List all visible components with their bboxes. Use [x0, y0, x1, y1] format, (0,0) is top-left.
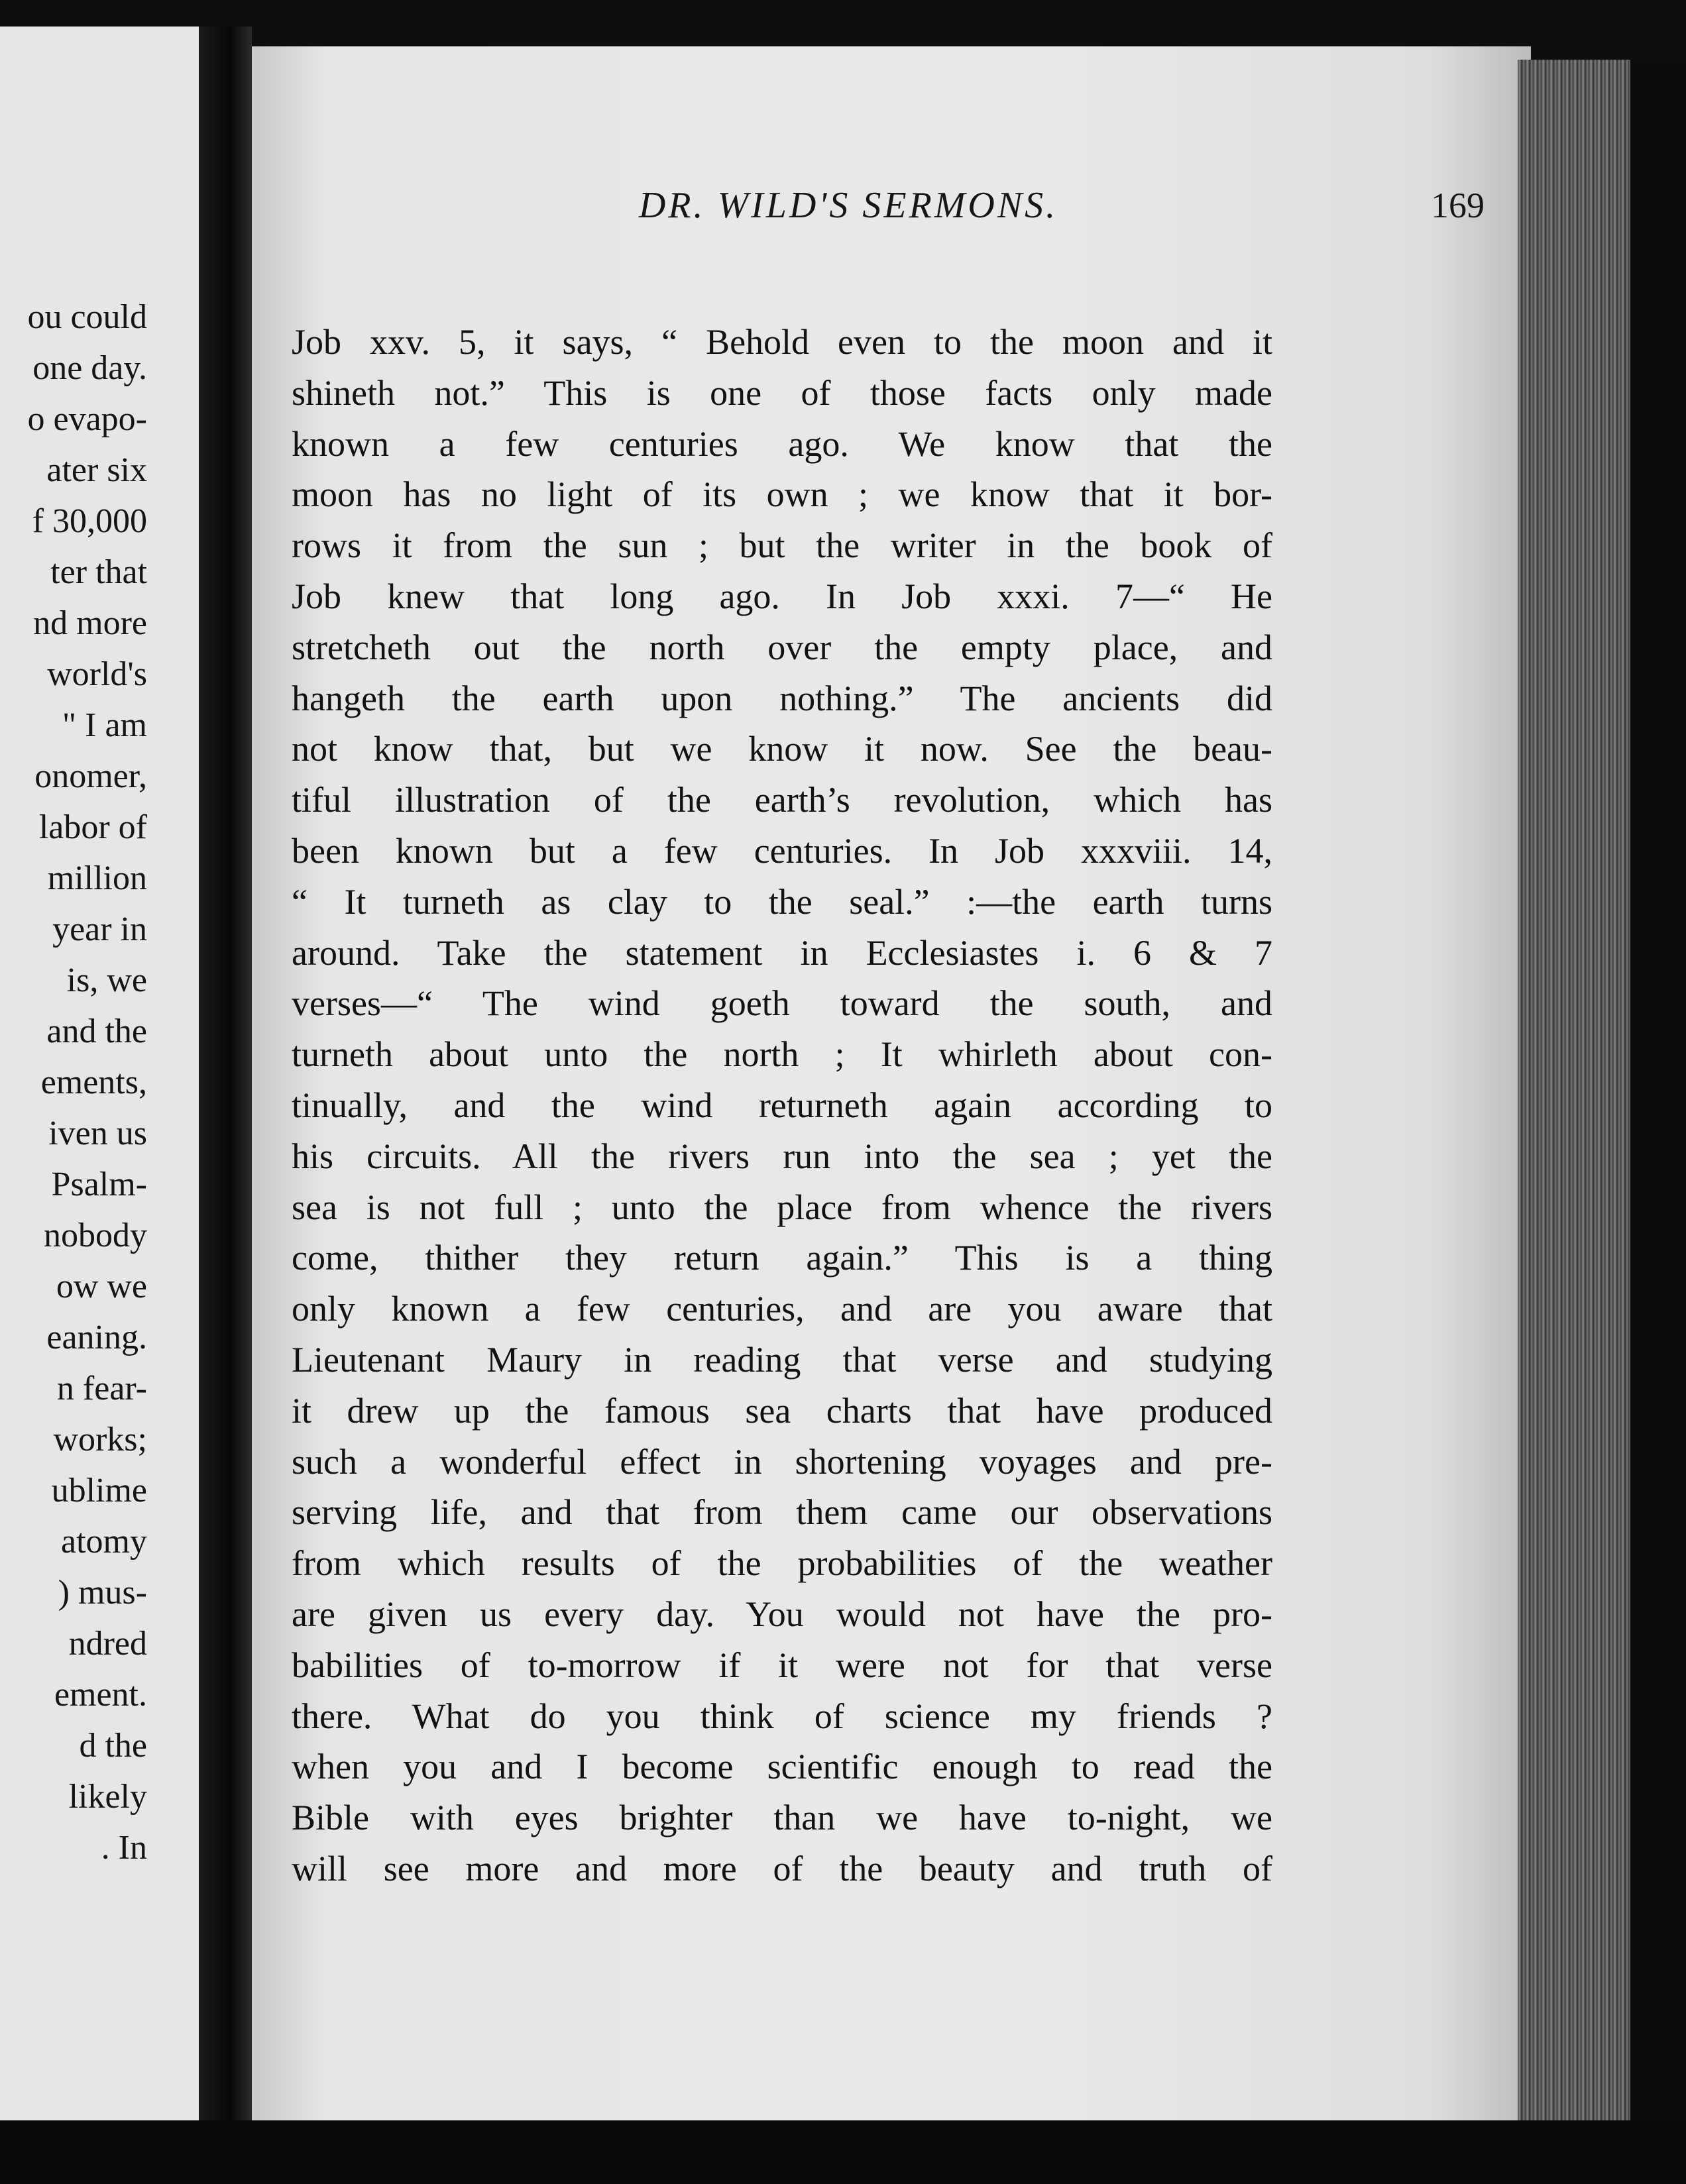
text-line: around. Take the statement in Ecclesiastes i. 6 & 7 — [292, 932, 1272, 973]
facing-page-line: one day. — [32, 349, 147, 387]
text-line: been known but a few centuries. In Job xxxviii. 14, — [292, 830, 1272, 871]
text-line: not know that, but we know it now. See the beau- — [292, 729, 1272, 769]
facing-page-line: ow we — [56, 1268, 147, 1305]
facing-page-line: . In — [101, 1829, 147, 1867]
facing-page-line: labor of — [38, 808, 147, 846]
running-head — [252, 179, 1531, 232]
text-line: turneth about unto the north ; It whirleth about con- — [292, 1034, 1272, 1075]
text-line: from which results of the probabilities of the weather — [292, 1543, 1272, 1584]
text-line: hangeth the earth upon nothing.” The ancients did — [292, 678, 1272, 718]
facing-page-line: f 30,000 — [32, 502, 147, 540]
text-line: babilities of to-morrow if it were not for that verse — [292, 1645, 1272, 1685]
text-line: when you and I become scientific enough to read the — [292, 1747, 1272, 1787]
facing-page-line: o evapo- — [27, 400, 147, 438]
facing-page-line: nobody — [44, 1217, 147, 1254]
text-line: “ It turneth as clay to the seal.” :—the earth turns — [292, 881, 1272, 922]
text-line: tinually, and the wind returneth again according to — [292, 1085, 1272, 1125]
fore-edge-shadow — [1630, 60, 1686, 2120]
facing-page-line: works; — [53, 1421, 147, 1458]
facing-page-line: eaning. — [46, 1319, 147, 1356]
facing-page-line: ublime — [51, 1472, 147, 1509]
facing-page-line: and the — [46, 1012, 147, 1050]
text-line: tiful illustration of the earth’s revolution, which has — [292, 780, 1272, 820]
text-line: are given us every day. You would not have the pro- — [292, 1594, 1272, 1634]
facing-page-line: iven us — [48, 1115, 147, 1152]
body-text — [292, 317, 1272, 1894]
facing-page-line: is, we — [66, 961, 147, 999]
text-line: his circuits. All the rivers run into the sea ; yet the — [292, 1136, 1272, 1176]
facing-page-line: world's — [47, 655, 147, 693]
facing-page-line: " I am — [62, 706, 147, 744]
page-number: 169 — [1431, 186, 1485, 225]
facing-page-text — [0, 292, 199, 1873]
text-line: verses—“ The wind goeth toward the south, and — [292, 983, 1272, 1024]
facing-page-line: ement. — [54, 1676, 147, 1714]
text-line: shineth not.” This is one of those facts only made — [292, 372, 1272, 413]
facing-page-line: atomy — [61, 1523, 147, 1560]
text-line: Bible with eyes brighter than we have to-night, we — [292, 1798, 1272, 1838]
facing-page-line: Psalm- — [51, 1166, 147, 1203]
text-line: only known a few centuries, and are you aware that — [292, 1289, 1272, 1329]
facing-page-line: onomer, — [34, 757, 147, 795]
book-page — [252, 46, 1531, 2120]
facing-page-line: n fear- — [56, 1370, 147, 1407]
book-gutter — [199, 27, 252, 2134]
facing-page-line: nd more — [33, 604, 147, 642]
scan-bottom-border — [0, 2120, 1686, 2184]
facing-page — [0, 27, 199, 2134]
text-line: there. What do you think of science my friends ? — [292, 1696, 1272, 1736]
text-line: Lieutenant Maury in reading that verse and studying — [292, 1339, 1272, 1380]
facing-page-line: likely — [68, 1778, 147, 1816]
text-line: sea is not full ; unto the place from whence the rivers — [292, 1187, 1272, 1227]
text-line: moon has no light of its own ; we know that it bor- — [292, 474, 1272, 515]
text-line: it drew up the famous sea charts that have produced — [292, 1390, 1272, 1431]
text-line: such a wonderful effect in shortening voyages and pre- — [292, 1441, 1272, 1482]
facing-page-line: million — [47, 859, 147, 897]
text-line: stretcheth out the north over the empty place, and — [292, 627, 1272, 667]
facing-page-line: ements, — [40, 1064, 147, 1101]
text-line: Job xxv. 5, it says, “ Behold even to the moon and it — [292, 322, 1272, 362]
facing-page-line: ter that — [50, 553, 147, 591]
running-title: DR. WILD'S SERMONS. — [638, 185, 1058, 226]
facing-page-line: ou could — [27, 298, 147, 336]
facing-page-line: ndred — [68, 1625, 147, 1663]
text-line: rows it from the sun ; but the writer in the book of — [292, 525, 1272, 566]
facing-page-line: ater six — [46, 451, 147, 489]
facing-page-line: year in — [52, 910, 147, 948]
text-line: come, thither they return again.” This is a thing — [292, 1238, 1272, 1278]
facing-page-line: ) mus- — [58, 1574, 147, 1611]
text-line: Job knew that long ago. In Job xxxi. 7—“ He — [292, 576, 1272, 616]
text-line: will see more and more of the beauty and truth of — [292, 1848, 1272, 1888]
text-line: serving life, and that from them came our observations — [292, 1492, 1272, 1533]
text-line: known a few centuries ago. We know that the — [292, 423, 1272, 464]
facing-page-line: d the — [79, 1727, 147, 1765]
